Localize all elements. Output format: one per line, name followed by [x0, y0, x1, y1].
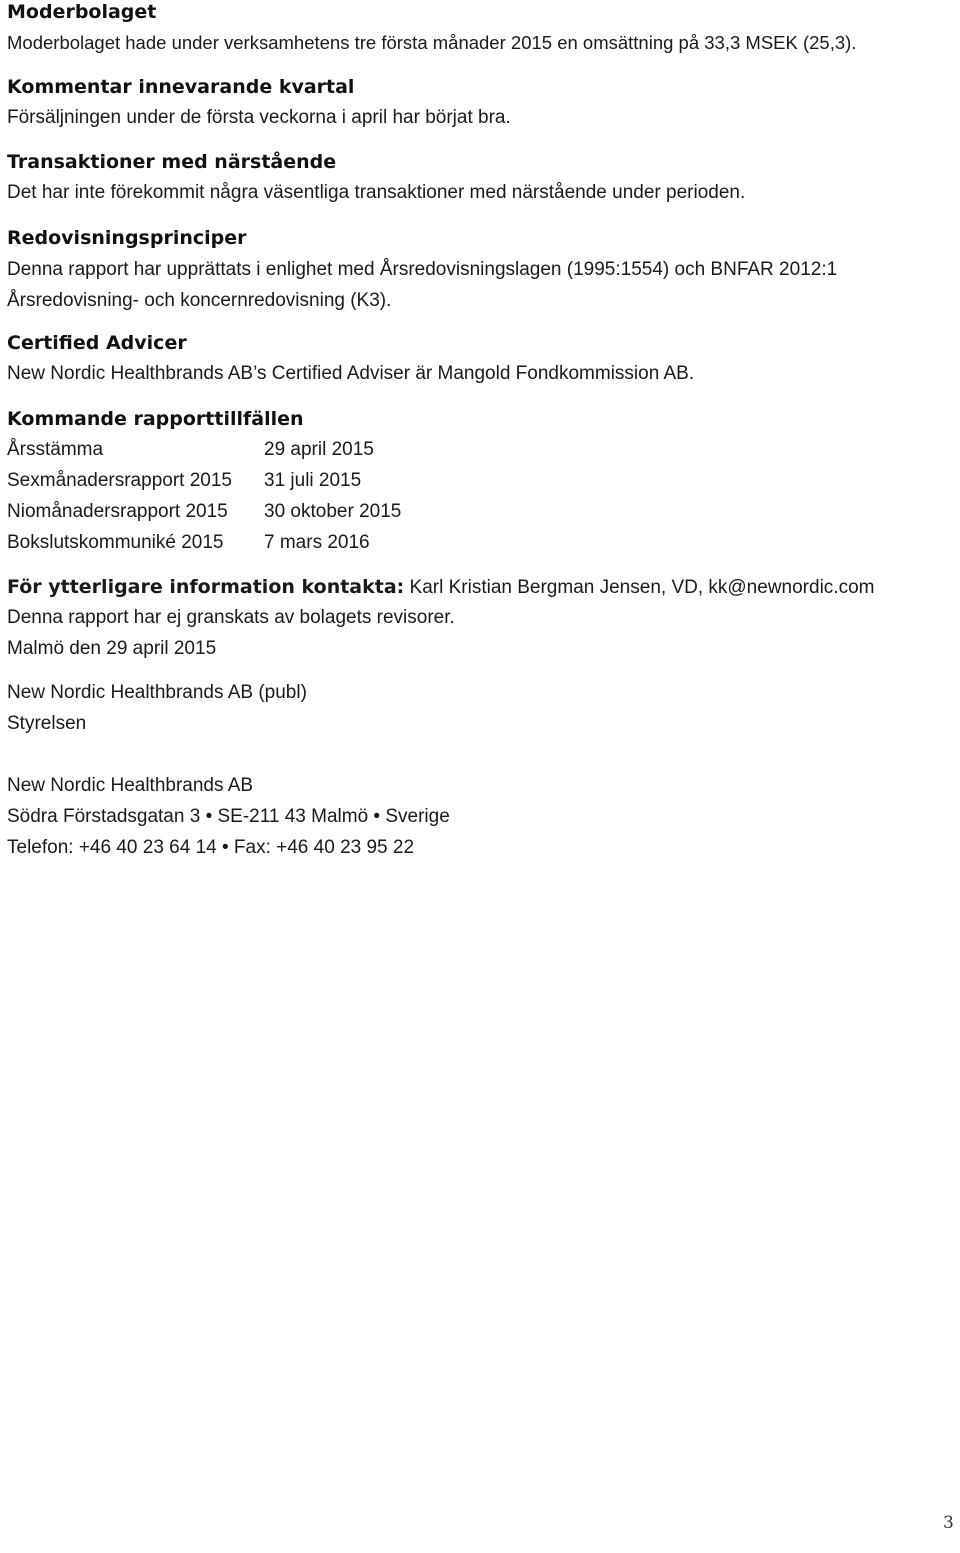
schedule-label: Årsstämma [7, 439, 104, 460]
schedule-label: Sexmånadersrapport 2015 [7, 470, 232, 491]
section-text-transaktioner: Det har inte förekommit några väsentliga transaktioner med närstående under perioden. [7, 182, 746, 203]
section-heading-transaktioner: Transaktioner med närstående [7, 151, 337, 173]
section-heading-certified: Certified Advicer [7, 332, 187, 354]
page-number: 3 [943, 1513, 954, 1533]
section-heading-kommande: Kommande rapporttillfällen [7, 408, 304, 430]
section-text-moderbolaget: Moderbolaget hade under verksamhetens tre första månader 2015 en omsättning på 33,3 MSEK (25,3). [7, 32, 857, 53]
footer-address: Södra Förstadsgatan 3 • SE-211 43 Malmö • Sverige [7, 806, 450, 827]
signature-board: Styrelsen [7, 713, 87, 734]
schedule-date: 31 juli 2015 [264, 470, 362, 491]
section-text-redovisning: Denna rapport har upprättats i enlighet med Årsredovisningslagen (1995:1554) och BNFAR 2012:1 Årsredovisning- och koncernredovisning (K3). [7, 259, 838, 311]
schedule-date: 29 april 2015 [264, 439, 374, 460]
schedule-date: 30 oktober 2015 [264, 501, 402, 522]
footer-company: New Nordic Healthbrands AB [7, 775, 254, 796]
schedule-label: Bokslutskommuniké 2015 [7, 532, 224, 553]
contact-details: Karl Kristian Bergman Jensen, VD, kk@newnordic.com [404, 577, 875, 598]
schedule-date: 7 mars 2016 [264, 532, 370, 553]
review-note: Denna rapport har ej granskats av bolagets revisorer. [7, 607, 455, 628]
place-date: Malmö den 29 april 2015 [7, 638, 217, 659]
signature-company: New Nordic Healthbrands AB (publ) [7, 682, 307, 703]
section-heading-redovisning: Redovisningsprinciper [7, 227, 247, 249]
footer-phone: Telefon: +46 40 23 64 14 • Fax: +46 40 23 95 22 [7, 837, 415, 858]
section-heading-moderbolaget: Moderbolaget [7, 1, 157, 23]
section-heading-kommentar: Kommentar innevarande kvartal [7, 76, 355, 98]
section-text-kommentar: Försäljningen under de första veckorna i april har börjat bra. [7, 107, 511, 128]
schedule-label: Niomånadersrapport 2015 [7, 501, 228, 522]
section-text-certified: New Nordic Healthbrands AB’s Certified Adviser är Mangold Fondkommission AB. [7, 363, 695, 384]
contact-info [7, 575, 874, 600]
contact-label: För ytterligare information kontakta: [7, 576, 405, 598]
